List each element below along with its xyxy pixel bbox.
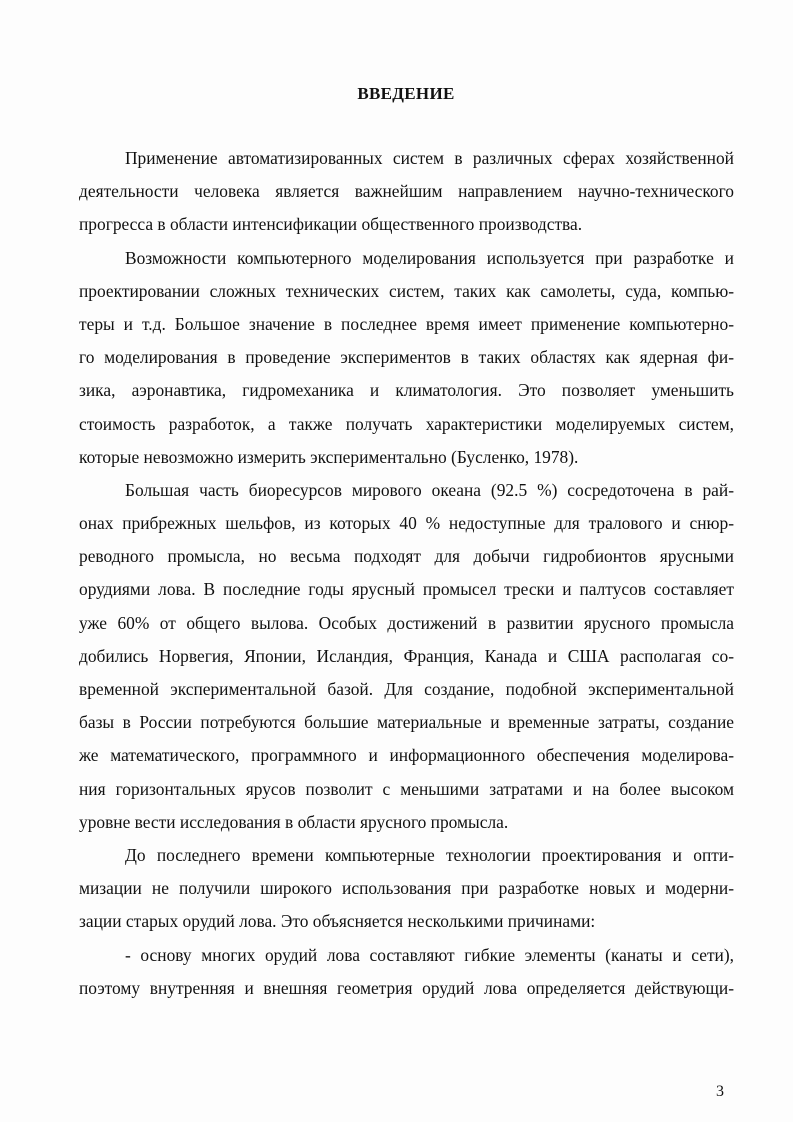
text-line: Большая часть биоресурсов мирового океана (92.5 %) сосредоточена в рай- [125,479,734,500]
text-line: орудиями лова. В последние годы ярусный промысел трески и палтусов составляет [79,579,734,600]
text-line: уже 60% от общего вылова. Особых достижений в развитии ярусного промысла [79,612,734,633]
text-line: прогресса в области интенсификации общественного производства. [79,214,583,235]
text-line: ния горизонтальных ярусов позволит с меньшими затратами и на более высоком [79,778,734,799]
text-line: уровне вести исследования в области ярусного промысла. [79,811,509,832]
text-line: го моделирования в проведение экспериментов в таких областях как ядерная фи- [79,347,734,368]
text-line: деятельности человека является важнейшим направлением научно-технического [79,181,734,202]
text-line: стоимость разработок, а также получать характеристики моделируемых систем, [79,413,734,434]
text-line: поэтому внутренняя и внешняя геометрия орудий лова определяется действующи- [79,977,734,998]
text-line: онах прибрежных шельфов, из которых 40 % недоступные для тралового и снюр- [79,513,734,534]
text-line: теры и т.д. Большое значение в последнее время имеет применение компьютерно- [79,313,734,334]
text-line: которые невозможно измерить экспериментально (Бусленко, 1978). [79,446,579,467]
text-line: проектировании сложных технических систем, таких как самолеты, суда, компью- [79,280,734,301]
text-line: добились Норвегия, Японии, Исландия, Франция, Канада и США располагая со- [79,645,734,666]
text-line: - основу многих орудий лова составляют гибкие элементы (канаты и сети), [125,944,734,965]
page-title: ВВЕДЕНИЕ [357,84,455,103]
text-line: базы в России потребуются большие материальные и временные затраты, создание [79,712,734,733]
text-line: временной экспериментальной базой. Для создание, подобной экспериментальной [79,679,734,699]
text-line: мизации не получили широкого использования при разработке новых и модерни- [79,878,734,899]
text-line: До последнего времени компьютерные технологии проектирования и опти- [125,844,734,865]
text-line: зации старых орудий лова. Это объясняется несколькими причинами: [79,911,596,932]
text-line: же математического, программного и информационного обеспечения моделирова- [79,745,734,766]
page-number: 3 [716,1083,724,1100]
text-line: зика, аэронавтика, гидромеханика и климатология. Это позволяет уменьшить [79,380,734,401]
text-line: Применение автоматизированных систем в различных сферах хозяйственной [125,148,734,168]
text-line: Возможности компьютерного моделирования используется при разработке и [125,247,734,268]
text-line: реводного промысла, но весьма подходят для добычи гидробионтов ярусными [79,546,734,567]
body-text [79,142,734,1005]
